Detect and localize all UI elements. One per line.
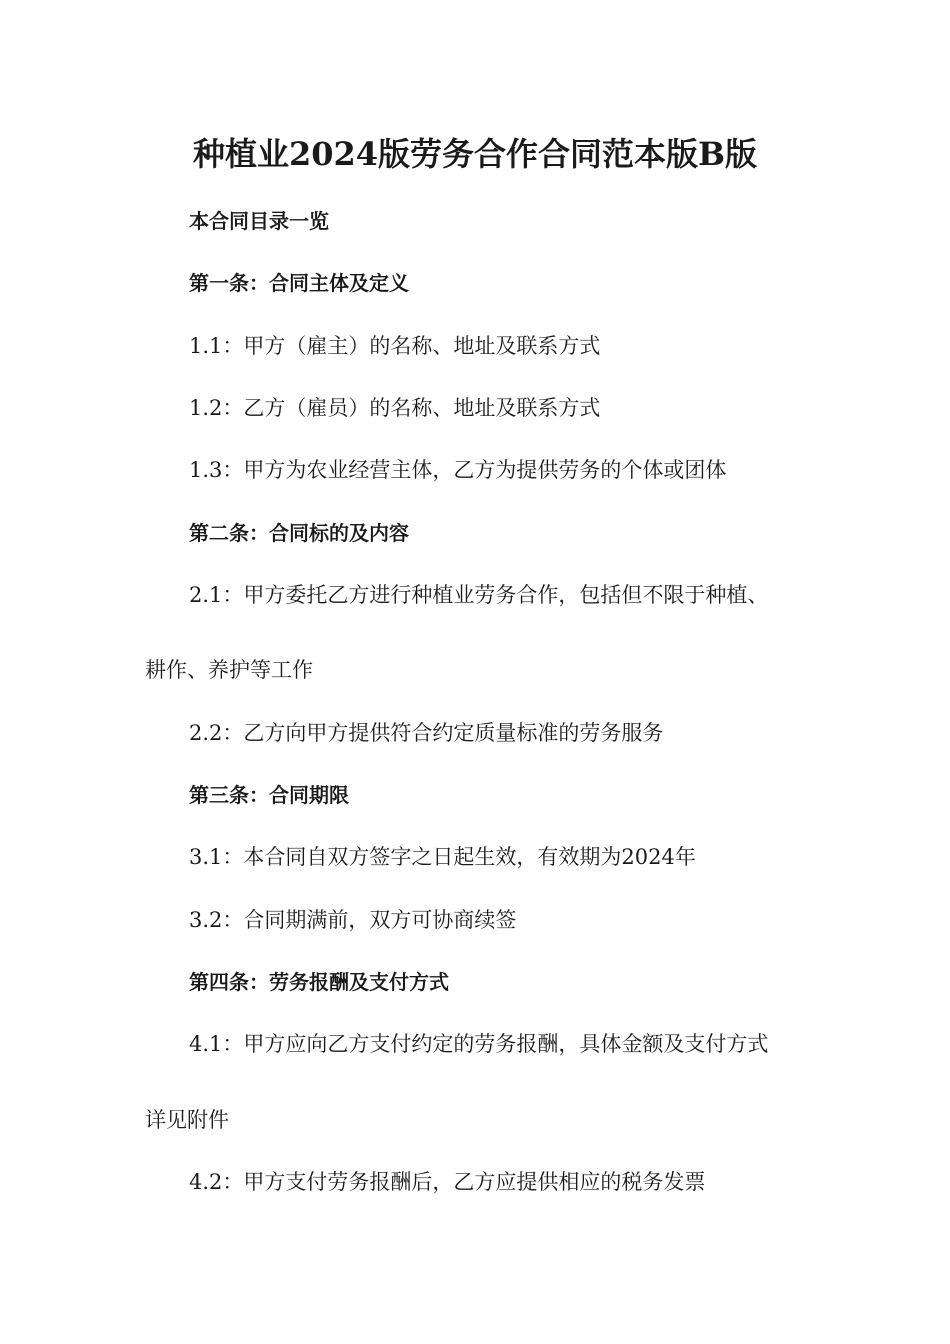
clause-1-2: 1.2：乙方（雇员）的名称、地址及联系方式 [189, 396, 601, 420]
clause-4-2: 4.2：甲方支付劳务报酬后，乙方应提供相应的税务发票 [189, 1170, 706, 1194]
clause-2-2: 2.2：乙方向甲方提供符合约定质量标准的劳务服务 [189, 721, 664, 745]
clause-4-1-continued: 详见附件 [145, 1108, 229, 1132]
document-title: 种植业2024版劳务合作合同范本版B版 [192, 135, 758, 173]
section-2-heading: 第二条：合同标的及内容 [189, 521, 409, 545]
section-1-heading: 第一条：合同主体及定义 [189, 271, 409, 295]
section-4-heading: 第四条：劳务报酬及支付方式 [189, 970, 449, 994]
clause-3-1: 3.1：本合同自双方签字之日起生效，有效期为2024年 [189, 845, 696, 869]
clause-4-1: 4.1：甲方应向乙方支付约定的劳务报酬，具体金额及支付方式 [189, 1032, 769, 1056]
toc-heading: 本合同目录一览 [189, 209, 329, 233]
section-3-heading: 第三条：合同期限 [189, 783, 349, 807]
clause-2-1-continued: 耕作、养护等工作 [145, 658, 313, 682]
clause-3-2: 3.2：合同期满前，双方可协商续签 [189, 908, 517, 932]
clause-2-1: 2.1：甲方委托乙方进行种植业劳务合作，包括但不限于种植、 [189, 583, 769, 607]
clause-1-1: 1.1：甲方（雇主）的名称、地址及联系方式 [189, 334, 601, 358]
clause-1-3: 1.3：甲方为农业经营主体，乙方为提供劳务的个体或团体 [189, 458, 727, 482]
